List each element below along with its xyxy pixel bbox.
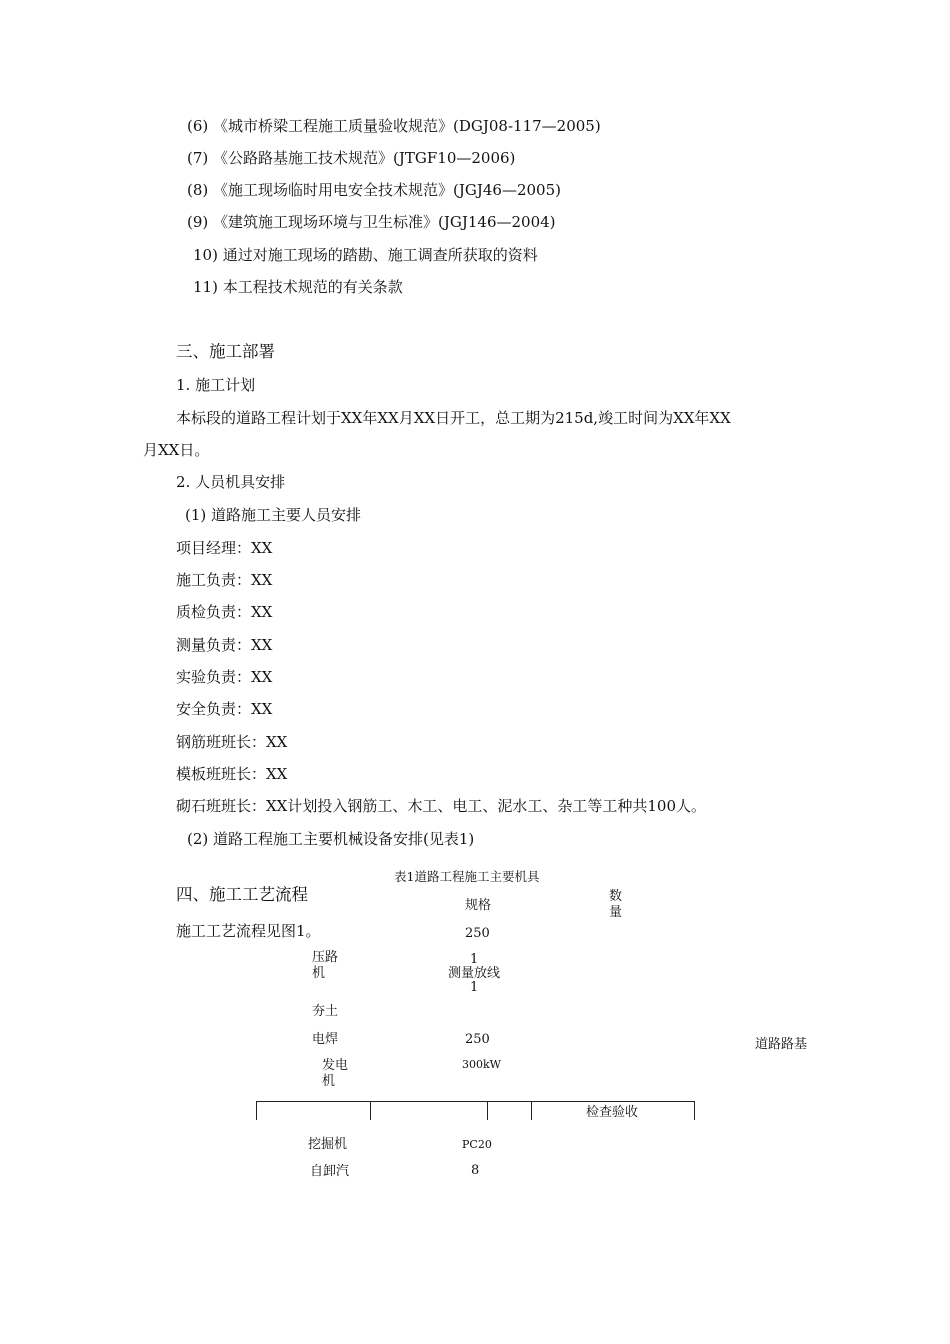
table-cell-fragment: 1 bbox=[470, 952, 479, 967]
table-rule bbox=[694, 1101, 695, 1120]
table-cell-equipment-text: 发电机 bbox=[322, 1058, 349, 1089]
staff-item: 实验负责：XX bbox=[176, 668, 273, 686]
table-rule bbox=[256, 1101, 695, 1102]
table-cell-equipment: 电焊 bbox=[312, 1032, 339, 1047]
reference-item: 10) 通过对施工现场的踏勘、施工调查所获取的资料 bbox=[193, 246, 538, 264]
table-rule bbox=[531, 1101, 532, 1120]
staff-item: 钢筋班班长：XX bbox=[176, 733, 288, 751]
table-header-qty-text: 数量 bbox=[609, 889, 623, 920]
reference-item: (8) 《施工现场临时用电安全技术规范》(JGJ46—2005) bbox=[187, 181, 561, 199]
staff-item: 项目经理：XX bbox=[176, 539, 273, 557]
staff-item: 模板班班长：XX bbox=[176, 765, 288, 783]
reference-item: (7) 《公路路基施工技术规范》(JTGF10—2006) bbox=[187, 149, 516, 167]
table-cell-spec: PC20 bbox=[462, 1138, 492, 1151]
paragraph-text: 施工工艺流程见图1。 bbox=[176, 922, 321, 940]
staff-item: 砌石班班长：XX计划投入钢筋工、木工、电工、泥水工、杂工等工种共100人。 bbox=[176, 797, 706, 815]
table-cell-equipment: 挖掘机 bbox=[308, 1137, 348, 1152]
section-heading: 四、施工工艺流程 bbox=[176, 885, 308, 904]
paragraph-text: 月XX日。 bbox=[143, 441, 210, 459]
table-rule bbox=[487, 1101, 488, 1120]
table-cell-equipment-text: 压路机 bbox=[312, 950, 339, 981]
table-rule bbox=[256, 1101, 257, 1120]
table-cell-equipment: 自卸汽 bbox=[310, 1164, 350, 1179]
table-cell-fragment: 1 bbox=[470, 980, 479, 995]
table-cell-equipment: 夯土 bbox=[312, 1004, 339, 1019]
table-header-spec: 规格 bbox=[465, 898, 492, 913]
table-cell-equipment bbox=[322, 1058, 350, 1090]
flow-step: 道路路基 bbox=[755, 1037, 808, 1052]
flow-step: 检查验收 bbox=[586, 1105, 639, 1120]
table-cell-spec: 250 bbox=[465, 926, 490, 941]
section-heading: 三、施工部署 bbox=[176, 342, 275, 361]
table-header-qty bbox=[609, 889, 625, 921]
staff-item: 质检负责：XX bbox=[176, 603, 273, 621]
reference-item: 11) 本工程技术规范的有关条款 bbox=[193, 278, 403, 296]
paragraph-text: 本标段的道路工程计划于XX年XX月XX日开工，总工期为215d,竣工时间为XX年XX bbox=[176, 409, 731, 427]
staff-item: 安全负责：XX bbox=[176, 700, 273, 718]
list-heading: (2) 道路工程施工主要机械设备安排(见表1) bbox=[187, 830, 475, 848]
reference-item: (6) 《城市桥梁工程施工质量验收规范》(DGJ08-117—2005) bbox=[187, 117, 601, 135]
table-caption: 表1道路工程施工主要机具 bbox=[394, 869, 540, 884]
table-cell-spec: 8 bbox=[471, 1163, 480, 1178]
table-cell-spec: 250 bbox=[465, 1032, 490, 1047]
list-heading: (1) 道路施工主要人员安排 bbox=[185, 506, 362, 524]
staff-item: 施工负责：XX bbox=[176, 571, 273, 589]
flow-step: 测量放线 bbox=[448, 966, 501, 981]
table-cell-equipment bbox=[312, 950, 340, 982]
subsection-heading: 1. 施工计划 bbox=[176, 376, 256, 394]
reference-item: (9) 《建筑施工现场环境与卫生标准》(JGJ146—2004) bbox=[187, 213, 556, 231]
subsection-heading: 2. 人员机具安排 bbox=[176, 473, 286, 491]
table-cell-spec: 300kW bbox=[462, 1058, 501, 1071]
table-rule bbox=[370, 1101, 371, 1120]
staff-item: 测量负责：XX bbox=[176, 636, 273, 654]
